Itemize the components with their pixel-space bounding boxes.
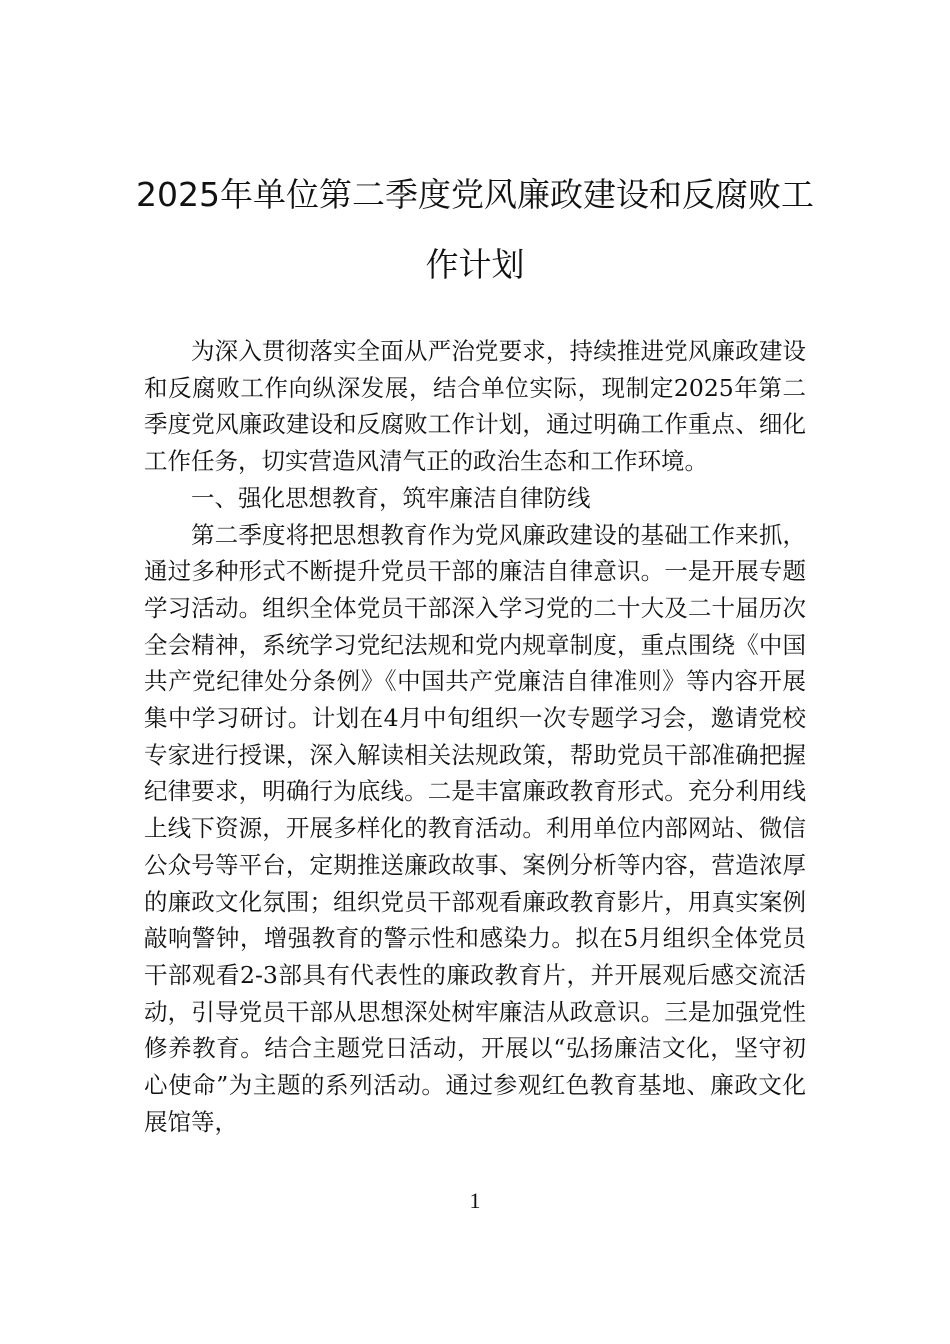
body-paragraph: 第二季度将把思想教育作为党风廉政建设的基础工作来抓，通过多种形式不断提升党员干部的廉洁自律意识。一是开展专题学习活动。组织全体党员干部深入学习党的二十大及二十届历次全会精神，系统学习党纪法规和党内规章制度，重点围绕《中国共产党纪律处分条例》《中国共产党廉洁自律准则》等内容开展集中学习研讨。计划在4月中旬组织一次专题学习会，邀请党校专家进行授课，深入解读相关法规政策，帮助党员干部准确把握纪律要求，明确行为底线。二是丰富廉政教育形式。充分利用线上线下资源，开展多样化的教育活动。利用单位内部网站、微信公众号等平台，定期推送廉政故事、案例分析等内容，营造浓厚的廉政文化氛围；组织党员干部观看廉政教育影片，用真实案例敲响警钟，增强教育的警示性和感染力。拟在5月组织全体党员干部观看2-3部具有代表性的廉政教育片，并开展观后感交流活动，引导党员干部从思想深处树牢廉洁从政意识。三是加强党性修养教育。结合主题党日活动，开展以“弘扬廉洁文化，坚守初心使命”为主题的系列活动。通过参观红色教育基地、廉政文化展馆等， <box>144 520 806 1136</box>
document-body <box>144 333 806 1140</box>
intro-paragraph: 为深入贯彻落实全面从严治党要求，持续推进党风廉政建设和反腐败工作向纵深发展，结合单位实际，现制定2025年第二季度党风廉政建设和反腐败工作计划，通过明确工作重点、细化工作任务，切实营造风清气正的政治生态和工作环境。 <box>144 337 806 476</box>
section-heading: 一、强化思想教育，筑牢廉洁自律防线 <box>191 483 591 512</box>
document-title: 2025年单位第二季度党风廉政建设和反腐败工作计划 <box>136 175 814 284</box>
page-number: 1 <box>469 1188 481 1213</box>
